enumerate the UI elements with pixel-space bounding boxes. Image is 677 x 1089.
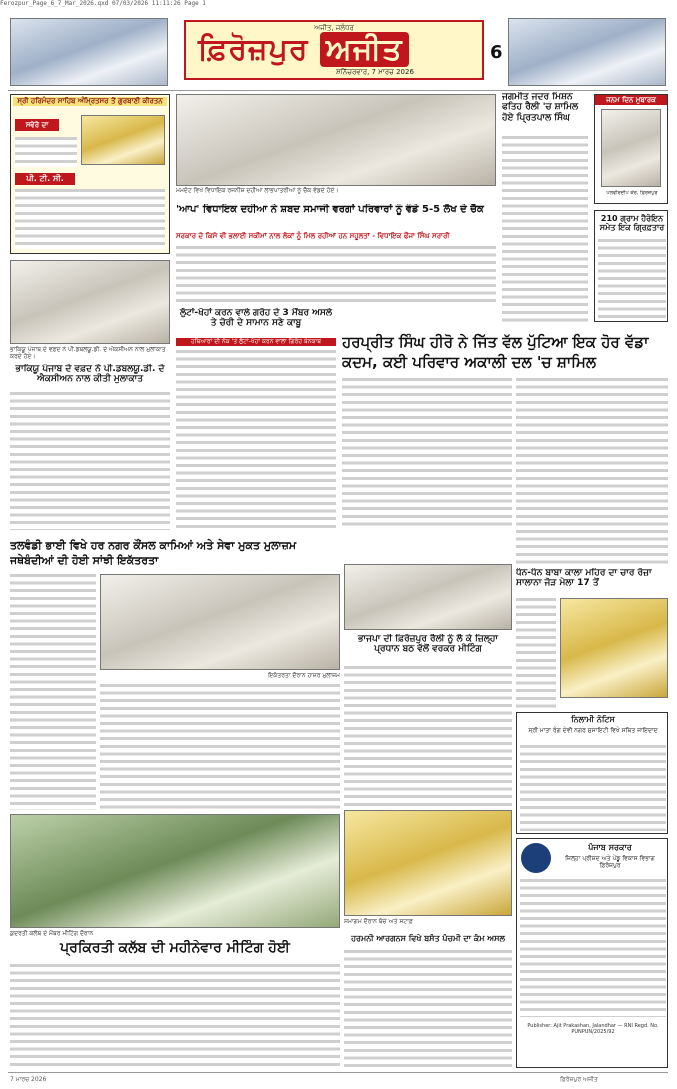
talwandi-photo-caption: ਇਕੱਤਰਤਾ ਦੌਰਾਨ ਹਾਜ਼ਰ ਮੁਲਾਜ਼ਮ bbox=[268, 672, 340, 679]
harpreet-body bbox=[342, 378, 512, 526]
gov-ad-footer: Publisher: Ajit Prakashan, Jalandhar — RNI Regd. No. PUNPUN/2025/92 bbox=[527, 1023, 659, 1035]
talwandi-body bbox=[100, 684, 340, 810]
bkp-body bbox=[10, 392, 170, 530]
bkp-headline: ਭਾਕਿਯੂ ਪੰਜਾਬ ਦੇ ਵਫ਼ਦ ਨੇ ਪੀ.ਡਬਲਯੂ.ਡੀ. ਦੇ ਐਕਸੀਅਨ ਨਾਲ ਕੀਤੀ ਮੁਲਾਕਾਤ bbox=[15, 364, 165, 385]
mela-photo-2 bbox=[560, 598, 668, 698]
gov-ad bbox=[516, 838, 668, 1068]
bkp-photo-caption: ਭਾਕਿਯੂ ਪੰਜਾਬ ਦੇ ਵਫ਼ਦ ਨੇ ਪੀ.ਡਬਲਯੂ.ਡੀ. ਦੇ ਐਕਸੀਅਨ ਨਾਲ ਮੁਲਾਕਾਤ ਕਰਦੇ ਹੋਏ। bbox=[10, 346, 166, 360]
gov-ad-subtitle: ਜ਼ਿਲ੍ਹਾ ਪ੍ਰੀਸ਼ਦ ਅਤੇ ਪੇਂਡੂ ਵਿਕਾਸ ਵਿਭਾਗ ਫ਼ਿਰੋਜ਼ਪੁਰ bbox=[565, 855, 655, 869]
bottom-headline: ਪ੍ਰਕਿਰਤੀ ਕਲੱਬ ਦੀ ਮਹੀਨੇਵਾਰ ਮੀਟਿੰਗ ਹੋਈ bbox=[60, 940, 290, 956]
left-ad-label1: ਸਵੇਰੇ ਦਾ bbox=[15, 119, 59, 131]
left-ad bbox=[10, 94, 170, 254]
lead-photo bbox=[176, 94, 496, 186]
side-ad-title: 210 ਗ੍ਰਾਮ ਹੈਰੋਇਨ ਸਮੇਤ ਇਕ ਗ੍ਰਿਫ਼ਤਾਰ bbox=[599, 214, 665, 233]
mela-photo bbox=[344, 564, 512, 630]
footer-divider bbox=[8, 1072, 668, 1073]
masthead-title bbox=[198, 32, 409, 67]
birthday-photo bbox=[601, 109, 661, 187]
footer-left: 7 ਮਾਰਚ 2026 bbox=[10, 1076, 47, 1083]
bottom-body bbox=[10, 964, 340, 1068]
masthead-top-line: ਅਜੀਤ, ਜਲੰਧਰ bbox=[314, 24, 354, 32]
left-ad-text2 bbox=[15, 189, 165, 249]
loot-body bbox=[176, 350, 336, 530]
gov-emblem-icon bbox=[521, 843, 551, 873]
school-photo bbox=[344, 810, 512, 916]
right-top-body bbox=[502, 136, 588, 326]
gov-ad-title: ਪੰਜਾਬ ਸਰਕਾਰ bbox=[588, 843, 632, 852]
print-info: Ferozpur_Page_6_7_Mar_2026.qxd 07/03/2026 11:11:26 Page 1 bbox=[0, 0, 206, 7]
school-body bbox=[344, 950, 512, 1068]
birthday-box bbox=[594, 94, 668, 204]
school-headline: ਹਰਮਨੀ ਆਰਗਨਸ ਵਿਖੇ ਬਸੰਤ ਪੰਚਮੀ ਦਾ ਕੰਮ ਅਸਲ bbox=[351, 934, 505, 943]
talwandi-headline: ਤਲਵੰਡੀ ਭਾਈ ਵਿਖੇ ਹਰ ਨਗਰ ਕੌਂਸਲ ਕਾਮਿਆਂ ਅਤੇ ਸੇਵਾ ਮੁਕਤ ਮੁਲਾਜ਼ਮ ਜਥੇਬੰਦੀਆਂ ਦੀ ਹੋਈ ਸਾਂਝੀ ਇਕੱਤਰਤਾ bbox=[10, 539, 297, 567]
page-number: 6 bbox=[490, 42, 503, 63]
notice-ad bbox=[516, 712, 668, 834]
bkp-photo bbox=[10, 260, 170, 344]
mela-headline: ਧੰਨ-ਧੰਨ ਬਾਬਾ ਕਾਲਾ ਮਹਿਰ ਦਾ ਚਾਰ ਰੋਜ਼ਾ ਸਾਲਾਨਾ ਜੋੜ ਮੇਲਾ 17 ਤੋਂ bbox=[516, 568, 652, 589]
lead-body bbox=[176, 246, 496, 304]
notice-ad-subtitle: ਸ੍ਰੀ ਮਾਤਾ ਰੰਗ ਦੇਵੀ ਨਗਰ ਸੁਸਾਇਟੀ ਵਿਖੇ ਸਥਿਤ ਜਾਇਦਾਦ bbox=[528, 727, 658, 734]
gov-ad-body bbox=[520, 879, 666, 1017]
loot-subhead: ਹਥਿਆਰਾਂ ਦੀ ਨੋਕ 'ਤੇ ਲੁੱਟਾਂ-ਖੋਹਾਂ ਕਰਨ ਵਾਲਾ ਗਿਰੋਹ ਬੇਨਕਾਬ bbox=[176, 338, 336, 346]
lead-subhead: ਸਰਕਾਰ ਦੇ ਕਿਸੇ ਵੀ ਭਲਾਈ ਸਕੀਮਾਂ ਨਾਲ ਲੋਕਾਂ ਨੂੰ ਮਿਲ ਰਹੀਆਂ ਹਨ ਸਹੂਲਤਾਂ - ਵਿਧਾਇਕ ਫੌਜਾ ਸਿੰਘ ਸਰਾਰੀ bbox=[176, 232, 450, 240]
talwandi-body-left bbox=[10, 574, 96, 810]
masthead-photo-left bbox=[10, 18, 168, 86]
left-ad-title: ਸ੍ਰੀ ਹਰਿਮੰਦਰ ਸਾਹਿਬ ਅੰਮ੍ਰਿਤਸਰ ਤੋਂ ਗੁਰਬਾਣੀ ਕੀਰਤਨ bbox=[13, 97, 167, 106]
masthead-title-part2: ਅਜੀਤ bbox=[320, 32, 409, 67]
lead-headline: 'ਆਪ' ਵਿਧਾਇਕ ਦਹੀਆ ਨੇ ਸ਼ਬਦ ਸਮਾਜੀ ਵਰਗਾਂ ਪਰਿਵਾਰਾਂ ਨੂੰ ਵੰਡੇ 5-5 ਲੱਖ ਦੇ ਚੈੱਕ bbox=[176, 204, 484, 215]
bottom-photo bbox=[10, 814, 340, 928]
footer-right: ਫ਼ਿਰੋਜ਼ਪੁਰ ਅਜੀਤ bbox=[560, 1076, 598, 1083]
masthead-divider bbox=[8, 90, 668, 91]
bjp-body bbox=[344, 666, 512, 806]
masthead-photo-right bbox=[508, 18, 666, 86]
school-photo-caption: ਸਮਾਗਮ ਦੌਰਾਨ ਬੱਚੇ ਅਤੇ ਸਟਾਫ਼ bbox=[344, 918, 413, 925]
left-ad-text1 bbox=[15, 137, 77, 167]
masthead bbox=[184, 20, 484, 80]
side-ad-body bbox=[598, 239, 666, 319]
loot-headline: ਲੁੱਟਾਂ-ਖੋਹਾਂ ਕਰਨ ਵਾਲੇ ਗਰੋਹ ਦੇ 3 ਮੈਂਬਰ ਅਸਲੇ ਤੇ ਚੋਰੀ ਦੇ ਸਾਮਾਨ ਸਣੇ ਕਾਬੂ bbox=[179, 308, 332, 329]
birthday-caption: ਪਲਵੀਰਦੀਪ ਕੌਰ, ਫ਼ਿਰੋਜ਼ਪੁਰ bbox=[606, 190, 658, 196]
masthead-title-part1: ਫ਼ਿਰੋਜ਼ਪੁਰ bbox=[198, 32, 309, 67]
harpreet-body-right bbox=[516, 378, 668, 564]
left-ad-label2: ਪੀ. ਟੀ. ਸੀ. bbox=[15, 173, 75, 185]
mela-body bbox=[516, 598, 556, 708]
birthday-title: ਜਨਮ ਦਿਨ ਮੁਬਾਰਕ bbox=[595, 95, 667, 105]
talwandi-photo bbox=[100, 574, 340, 670]
lead-photo-caption: ਮਮਦੋਟ ਵਿਖੇ ਵਿਧਾਇਕ ਰਜਨੀਸ਼ ਦਹੀਆ ਲਾਭਪਾਤਰੀਆਂ ਨੂੰ ਚੈੱਕ ਵੰਡਦੇ ਹੋਏ। bbox=[176, 187, 339, 194]
side-ad bbox=[594, 210, 668, 322]
notice-ad-body bbox=[520, 745, 666, 831]
notice-ad-title: ਨਿਲਾਮੀ ਨੋਟਿਸ bbox=[571, 715, 615, 724]
harpreet-headline: ਹਰਪ੍ਰੀਤ ਸਿੰਘ ਹੀਰੋ ਨੇ ਜਿੱਤ ਵੱਲ ਪੁੱਟਿਆ ਇਕ ਹੋਰ ਵੱਡਾ ਕਦਮ, ਕਈ ਪਰਿਵਾਰ ਅਕਾਲੀ ਦਲ 'ਚ ਸ਼ਾਮਿਲ bbox=[342, 333, 649, 371]
bjp-headline: ਭਾਜਪਾ ਦੀ ਫ਼ਿਰੋਜ਼ਪੁਰ ਰੈਲੀ ਨੂੰ ਲੈ ਕੇ ਜ਼ਿਲ੍ਹਾ ਪ੍ਰਧਾਨ ਬਠ ਵੱਲੋਂ ਵਰਕਰ ਮੀਟਿੰਗ bbox=[358, 634, 498, 655]
masthead-date: ਸ਼ਨਿੱਚਰਵਾਰ, 7 ਮਾਰਚ 2026 bbox=[336, 68, 414, 76]
bottom-photo-caption: ਕੁਦਰਤੀ ਕਲੱਬ ਦੇ ਮੈਂਬਰ ਮੀਟਿੰਗ ਦੌਰਾਨ bbox=[10, 930, 94, 937]
right-top-headline: ਜਗਮੀਤ ਜਦਰ ਮਿਸ਼ਨ ਫਤਿਹ ਰੈਲੀ 'ਚ ਸ਼ਾਮਿਲ ਹੋਏ ਪ੍ਰਿਤਪਾਲ ਸਿੰਘ bbox=[502, 92, 579, 123]
left-ad-photo bbox=[81, 115, 165, 165]
